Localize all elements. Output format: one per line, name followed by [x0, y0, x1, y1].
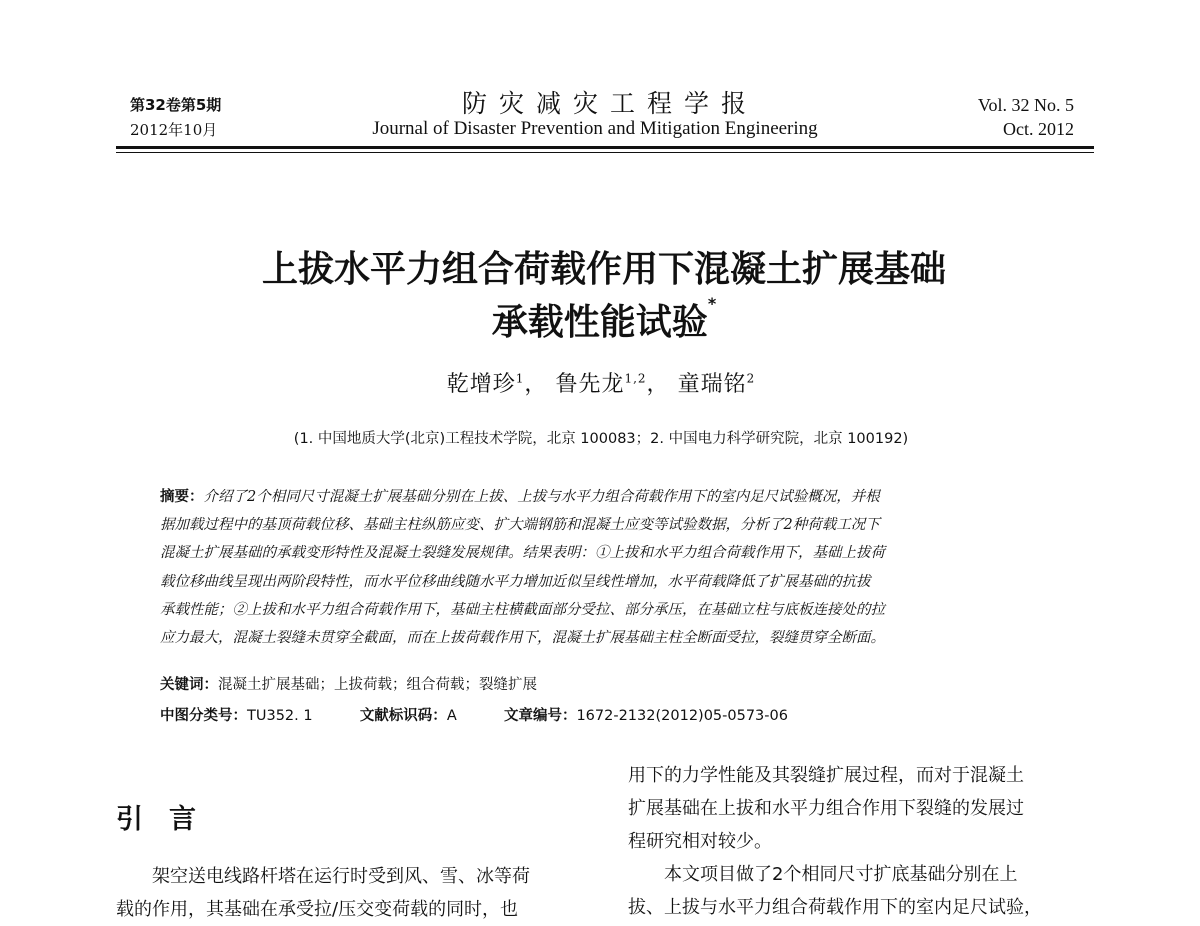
abstract-label: 摘要： — [160, 489, 204, 505]
body-line: 扩展基础在上拔和水平力组合作用下裂缝的发展过 — [628, 798, 1024, 819]
volume-issue: 第32卷第5期 — [130, 96, 222, 114]
issue-date-cn: 2012年10月 — [130, 121, 218, 139]
journal-title-en: Journal of Disaster Prevention and Mitigation Engineering — [372, 118, 818, 139]
body-line: 架空送电线路杆塔在运行时受到风、雪、冰等荷 — [152, 866, 530, 887]
issue-date-en: Oct. 2012 — [1003, 119, 1074, 139]
paper-title-line-2-text: 承载性能试验 — [491, 302, 708, 343]
body-line: 载的作用，其基础在承受拉/压交变荷载的同时，也 — [116, 899, 519, 920]
doc-code-label: 文献标识码： — [359, 708, 447, 724]
doc-code-value: A — [446, 708, 457, 724]
author-affiliation-mark: 2 — [746, 371, 756, 386]
abstract — [160, 483, 1050, 652]
abstract-line: 据加载过程中的基顶荷载位移、基础主柱纵筋应变、扩大端钢筋和混凝土应变等试验数据，分析了2种荷载工况下 — [160, 517, 880, 534]
abstract-line: 承载性能；②上拔和水平力组合荷载作用下，基础主柱横截面部分受拉、部分承压，在基础立柱与底板连接处的拉 — [160, 601, 885, 618]
body-line: 本文项目做了2个相同尺寸扩底基础分别在上 — [664, 864, 1018, 885]
abstract-line: 混凝土扩展基础的承载变形特性及混凝土裂缝发展规律。结果表明：①上拔和水平力组合荷载作用下，基础上拔荷 — [160, 545, 885, 562]
author-separator: ， — [646, 372, 670, 397]
title-footnote-mark: * — [707, 294, 717, 313]
author-name: 鲁先龙 — [555, 372, 625, 397]
body-line: 程研究相对较少。 — [628, 831, 772, 852]
classification-line — [160, 704, 788, 725]
author-list — [0, 367, 1200, 398]
header-rule-thick — [116, 146, 1094, 149]
paper-title-line-1: 上拔水平力组合荷载作用下混凝土扩展基础 — [261, 249, 946, 290]
author-name: 童瑞铭 — [677, 372, 747, 397]
body-column-right — [628, 759, 1098, 924]
journal-title-cn: 防灾减灾工程学报 — [461, 89, 758, 118]
body-line: 拔、上拔与水平力组合荷载作用下的室内足尺试验， — [628, 897, 1042, 918]
keywords-value: 混凝土扩展基础；上拔荷载；组合荷载；裂缝扩展 — [218, 677, 537, 693]
body-column-left — [116, 860, 588, 926]
header-rule-thin — [116, 152, 1094, 153]
clc-value: TU352. 1 — [247, 708, 313, 724]
author-name: 乾增珍 — [446, 372, 516, 397]
body-line: 用下的力学性能及其裂缝扩展过程，而对于混凝土 — [628, 765, 1024, 786]
volume-en: Vol. 32 No. 5 — [977, 95, 1074, 115]
paper-title-line-2 — [0, 294, 1200, 345]
keywords-label: 关键词： — [160, 677, 218, 693]
author-affiliation-mark: 1,2 — [624, 371, 647, 386]
author-separator: ， — [524, 372, 548, 397]
abstract-text: 介绍了2个相同尺寸混凝土扩展基础分别在上拔、上拔与水平力组合荷载作用下的室内足尺试验概况，并根 — [203, 489, 880, 505]
article-number-value: 1672-2132(2012)05-0573-06 — [576, 708, 788, 724]
affiliations: (1. 中国地质大学(北京)工程技术学院，北京 100083；2. 中国电力科学研究院，北京 100192) — [293, 431, 909, 447]
keywords — [160, 673, 537, 694]
abstract-line: 应力最大，混凝土裂缝未贯穿全截面，而在上拔荷载作用下，混凝土扩展基础主柱全断面受拉，裂缝贯穿全断面。 — [160, 630, 885, 647]
clc-label: 中图分类号： — [160, 708, 247, 724]
author-affiliation-mark: 1 — [515, 371, 525, 386]
article-number-label: 文章编号： — [503, 708, 577, 724]
abstract-line — [160, 483, 1050, 511]
section-heading-introduction: 引言 — [116, 804, 222, 835]
abstract-line: 载位移曲线呈现出两阶段特性，而水平位移曲线随水平力增加近似呈线性增加，水平荷载降低了扩展基础的抗拔 — [160, 573, 871, 590]
